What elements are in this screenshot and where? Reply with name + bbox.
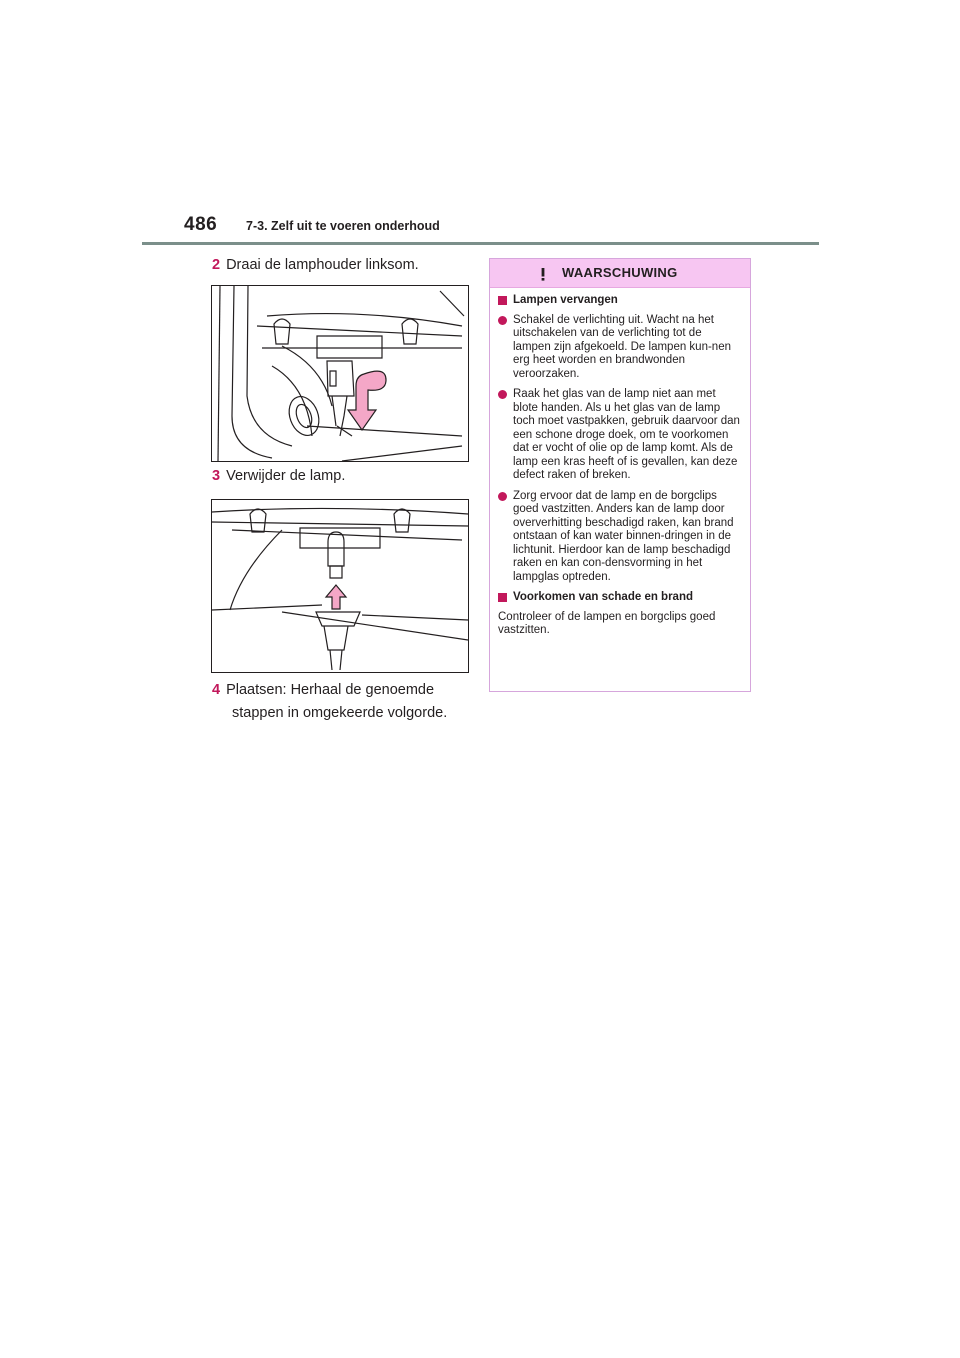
warning-bullet-text: Schakel de verlichting uit. Wacht na het uitschakelen van de verlichting tot de lampen zijn afgekoeld. De lampen kun-nen erg heet worden en brandwonden veroorzaken. <box>513 313 731 380</box>
step-text: Verwijder de lamp. <box>226 468 346 484</box>
warning-title: WAARSCHUWING <box>562 265 678 280</box>
warning-bullet-text: Raak het glas van de lamp niet aan met blote handen. Als u het glas van de lamp toch moet vastpakken, gebruik daarvoor dan een schone droge doek, om te voorkomen dat er vocht of olie op de lamp komt. Als de lamp een kras heeft of is gevallen, kan deze defect raken of breken. <box>513 388 740 481</box>
step-number: 3 <box>212 468 221 484</box>
warning-bullet <box>498 314 742 382</box>
step-number: 2 <box>212 257 221 273</box>
round-bullet-icon <box>498 316 507 325</box>
warning-triangle-icon <box>532 263 554 283</box>
round-bullet-icon <box>498 492 507 501</box>
warning-header <box>490 259 750 288</box>
square-bullet-icon <box>498 296 507 305</box>
step-2 <box>212 254 419 277</box>
warning-bullet <box>498 490 742 585</box>
square-bullet-icon <box>498 593 507 602</box>
step-text-continued: stappen in omgekeerde volgorde. <box>232 705 448 721</box>
step-number: 4 <box>212 682 221 698</box>
warning-heading-schade <box>498 591 742 605</box>
warning-bullet-text: Zorg ervoor dat de lamp en de borgclips goed vastzitten. Anders kan de lamp door oververhitting beschadigd raken, kan brand ontstaan of kan water binnen-dringen in de lichtunit. Hierdoor kan de lamp beschadigd raken en kan con-densvorming in het lampglas optreden. <box>513 489 734 583</box>
warning-bullet <box>498 388 742 483</box>
figure-rotate-lampholder <box>211 285 469 462</box>
warning-heading-lampen <box>498 294 742 308</box>
warning-heading-text: Voorkomen van schade en brand <box>513 591 694 603</box>
warning-body <box>490 288 750 638</box>
page-number: 486 <box>184 214 218 235</box>
round-bullet-icon <box>498 390 507 399</box>
illustration-remove-bulb <box>212 500 468 672</box>
step-text: Plaatsen: Herhaal de genoemde <box>226 682 435 698</box>
step-3 <box>212 465 345 488</box>
header-rule <box>142 242 819 245</box>
illustration-rotate-lampholder <box>212 286 468 461</box>
figure-remove-bulb <box>211 499 469 673</box>
step-4 <box>212 679 447 725</box>
warning-box <box>489 258 751 692</box>
section-title: 7-3. Zelf uit te voeren onderhoud <box>246 219 440 233</box>
warning-heading-text: Lampen vervangen <box>513 294 618 306</box>
step-text: Draai de lamphouder linksom. <box>226 257 419 273</box>
warning-paragraph: Controleer of de lampen en borgclips goed vastzitten. <box>498 610 716 636</box>
